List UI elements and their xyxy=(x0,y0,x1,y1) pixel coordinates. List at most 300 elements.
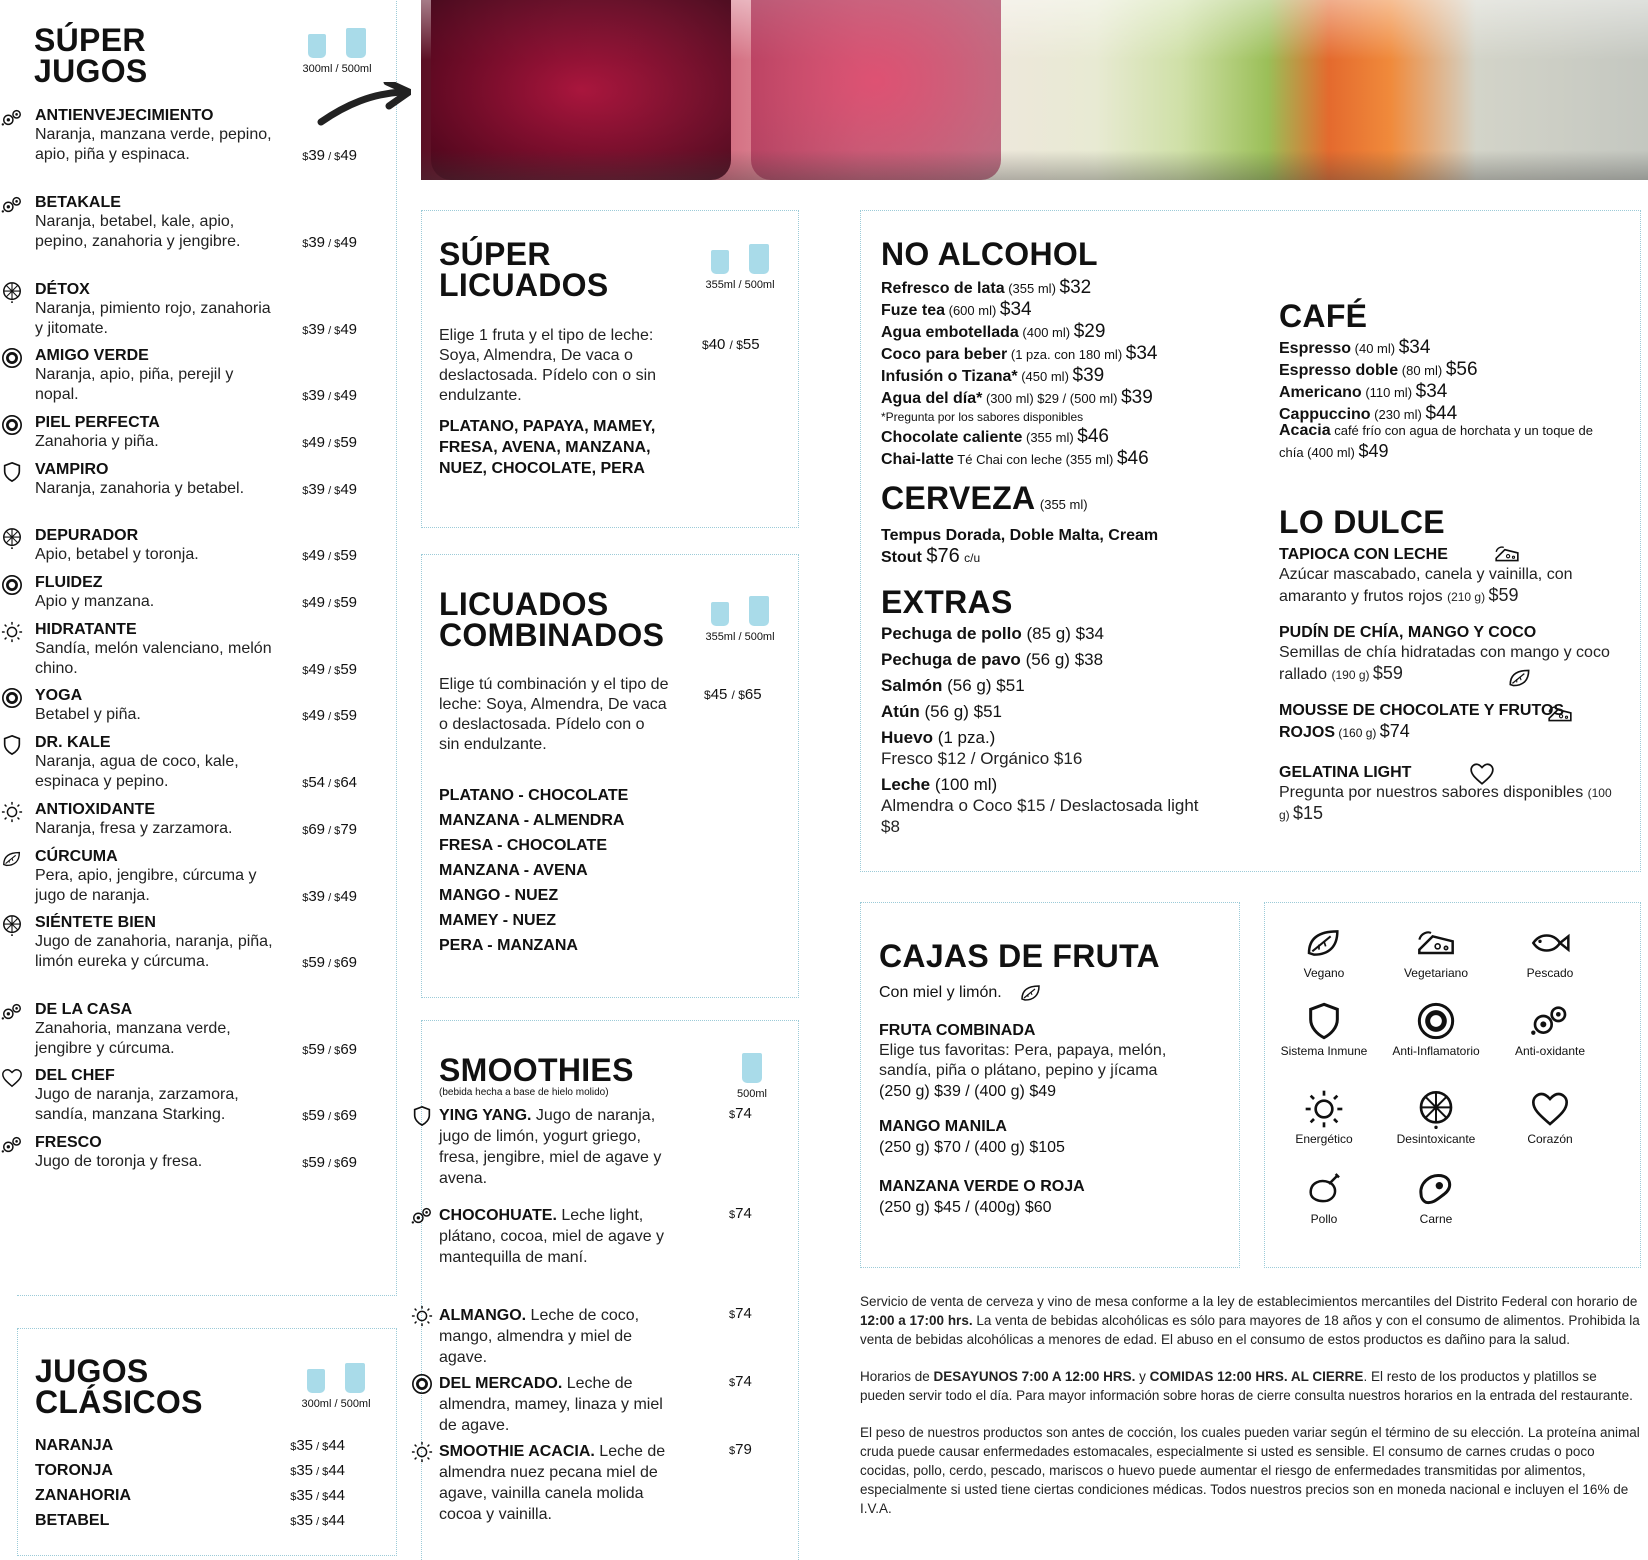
price-separator: / $ xyxy=(313,1491,329,1503)
price-value: 49 xyxy=(340,387,357,404)
juice-desc: Jugo de naranja, zarzamora, sandía, manzana Starking. xyxy=(35,1086,239,1123)
juice-name: DEL CHEF xyxy=(35,1067,115,1084)
fruit-box-name: FRUTA COMBINADA xyxy=(879,1022,1036,1039)
price-separator: / $ xyxy=(313,1516,329,1528)
classic-juice-name: BETABEL xyxy=(35,1512,110,1529)
dessert-item xyxy=(1279,623,1624,685)
price-separator: / $ xyxy=(325,151,341,163)
price-value: 59 xyxy=(308,1154,326,1171)
legend-label: Sistema Inmune xyxy=(1280,1044,1368,1058)
extra-pollo: Pechuga de pollo (85 g) $34 xyxy=(881,624,1105,643)
shield-icon xyxy=(1,461,23,483)
super-jugos-cups: 300ml / 500ml xyxy=(287,28,387,75)
drink-name: Chai-latte xyxy=(881,451,954,468)
juice-desc: Apio y manzana. xyxy=(35,593,155,610)
juice-item xyxy=(17,573,357,612)
currency-symbol: $ xyxy=(729,1309,736,1321)
currency-symbol: $ xyxy=(729,1377,736,1389)
juice-item xyxy=(17,913,357,972)
super-licuados-title: SÚPER LICUADOS xyxy=(439,236,609,303)
fruit-box-prices: (250 g) $39 / (400 g) $49 xyxy=(879,1083,1057,1100)
legend-label: Corazón xyxy=(1527,1132,1573,1146)
currency-symbol: $ xyxy=(302,711,309,723)
anti-inflammatory-icon xyxy=(411,1373,433,1395)
price-value: 44 xyxy=(328,1462,345,1479)
smoothie-text xyxy=(439,1205,669,1268)
smoothie-name: ALMANGO. xyxy=(439,1307,527,1324)
drink-row xyxy=(881,299,1157,321)
drink-detail: (600 ml) xyxy=(945,303,1000,318)
price-separator: / $ xyxy=(325,711,341,723)
fruit-box-desc: Elige tus favoritas: Pera, papaya, melón, sandía, piña o plátano, pepino y jícama xyxy=(879,1042,1167,1079)
dessert-desc xyxy=(1279,565,1624,607)
classic-juice-name: NARANJA xyxy=(35,1437,114,1454)
vegan-leaf-icon xyxy=(1016,981,1046,1005)
price-pair xyxy=(302,821,357,838)
legend-item xyxy=(1265,1089,1383,1147)
legend-label: Pollo xyxy=(1310,1212,1338,1226)
fish-icon xyxy=(1530,923,1570,963)
coffee-detail: (40 ml) xyxy=(1351,341,1399,356)
price-pair xyxy=(302,707,357,724)
price-pair xyxy=(290,1437,345,1454)
price-value: 44 xyxy=(328,1512,345,1529)
combo-item: MANZANA - ALMENDRA xyxy=(439,812,625,829)
juice-desc: Jugo de zanahoria, naranja, piña, limón eureka y cúrcuma. xyxy=(35,933,273,970)
detox-citrus-icon xyxy=(1,281,23,303)
no-alcohol-title: NO ALCOHOL xyxy=(881,236,1098,272)
smoothies-cup: 500ml xyxy=(722,1053,782,1100)
price-value: 64 xyxy=(340,774,357,791)
classic-juice-name: TORONJA xyxy=(35,1462,113,1479)
price-separator: / $ xyxy=(313,1441,329,1453)
price-pair xyxy=(290,1487,345,1504)
drink-row xyxy=(881,365,1157,387)
sun-icon xyxy=(1,801,23,823)
drink-name: Chocolate caliente xyxy=(881,429,1023,446)
price-separator: / $ xyxy=(325,892,341,904)
price-pair xyxy=(290,1462,345,1479)
legend-label: Pescado xyxy=(1526,966,1574,980)
legend-item xyxy=(1491,923,1609,981)
price-value: 35 xyxy=(296,1512,314,1529)
legend-label: Carne xyxy=(1419,1212,1453,1226)
juice-desc: Pera, apio, jengibre, cúrcuma y jugo de naranja. xyxy=(35,867,257,904)
extra-leche-options: Almendra o Coco $15 / Deslactosada light $8 xyxy=(881,796,1199,836)
price-value: 44 xyxy=(328,1437,345,1454)
cajas-title: CAJAS DE FRUTA xyxy=(879,938,1160,974)
combo-item: PLATANO - CHOCOLATE xyxy=(439,787,629,804)
legend-label: Desintoxicante xyxy=(1396,1132,1476,1146)
shield-icon xyxy=(411,1105,433,1127)
price-separator: / $ xyxy=(325,551,341,563)
smoothie-price xyxy=(729,1205,752,1222)
legend-label: Vegetariano xyxy=(1403,966,1469,980)
vegan-leaf-icon xyxy=(1304,923,1344,963)
antioxidant-gears-icon xyxy=(1,1134,23,1156)
price-pair xyxy=(302,594,357,611)
legend-item xyxy=(1265,923,1383,981)
coffee-name: Espresso xyxy=(1279,340,1352,357)
classic-juice-row xyxy=(35,1462,345,1480)
extra-atun: Atún (56 g) $51 xyxy=(881,702,1002,721)
juice-item xyxy=(17,413,357,452)
smoothie-item xyxy=(439,1305,779,1368)
antioxidant-gears-icon xyxy=(1,107,23,129)
currency-symbol: $ xyxy=(302,1045,309,1057)
combo-item: PERA - MANZANA xyxy=(439,937,578,954)
price-value: 49 xyxy=(340,234,357,251)
coffee-price: $34 xyxy=(1415,381,1448,402)
juice-desc: Apio, betabel y toronja. xyxy=(35,546,199,563)
price-pair xyxy=(302,1154,357,1171)
price-separator: / $ xyxy=(313,1466,329,1478)
smoothie-desc: Leche de coco, mango, almendra y miel de agave. xyxy=(439,1307,640,1366)
drink-row xyxy=(881,448,1157,470)
currency-symbol: $ xyxy=(302,665,309,677)
juice-item xyxy=(17,733,357,792)
smoothie-desc: Leche de almendra nuez pecana miel de agave, vainilla canela molida cocoa y vainilla. xyxy=(439,1443,666,1523)
drink-detail: (400 ml) xyxy=(1018,325,1074,340)
dessert-name xyxy=(1279,763,1624,783)
smoothie-price xyxy=(729,1373,752,1390)
juice-desc: Naranja, zanahoria y betabel. xyxy=(35,480,245,497)
extras-title: EXTRAS xyxy=(881,584,1013,620)
super-jugos-section xyxy=(17,0,397,1296)
currency-symbol: $ xyxy=(302,892,309,904)
currency-symbol: $ xyxy=(302,391,309,403)
legend-label: Energético xyxy=(1295,1132,1353,1146)
drink-name: Agua del día* xyxy=(881,390,983,407)
dessert-detail: (210 g) xyxy=(1447,590,1489,604)
antioxidant-gears-icon xyxy=(1530,1001,1570,1041)
price-value: 39 xyxy=(308,234,326,251)
price-value: 49 xyxy=(308,707,326,724)
drink-row xyxy=(881,387,1157,409)
dessert-price: $15 xyxy=(1293,803,1324,823)
juice-item xyxy=(17,686,357,725)
sun-icon xyxy=(411,1305,433,1327)
price-value: 74 xyxy=(735,1205,752,1222)
lo-dulce-title: LO DULCE xyxy=(1279,504,1445,540)
legend-item xyxy=(1377,923,1495,981)
price-value: 49 xyxy=(340,147,357,164)
dessert-item xyxy=(1279,545,1624,607)
vegetarian-cheese-icon xyxy=(1547,701,1573,727)
fruit-box-item xyxy=(879,1177,1219,1218)
juice-desc: Naranja, agua de coco, kale, espinaca y pepino. xyxy=(35,753,239,790)
drink-name: Infusión o Tizana* xyxy=(881,368,1018,385)
price-value: 69 xyxy=(340,954,357,971)
dessert-desc xyxy=(1279,783,1624,825)
legend-label: Anti-Inflamatorio xyxy=(1392,1044,1480,1058)
dessert-name xyxy=(1279,623,1624,643)
juice-desc: Naranja, fresa y zarzamora. xyxy=(35,820,233,837)
juice-item xyxy=(17,460,357,499)
juice-name: DE LA CASA xyxy=(35,1001,133,1018)
juice-desc: Zanahoria y piña. xyxy=(35,433,159,450)
super-licuados-cups: 355ml / 500ml xyxy=(690,244,790,291)
dessert-price: $74 xyxy=(1379,721,1410,741)
drinks-section xyxy=(860,210,1641,872)
sun-icon xyxy=(411,1441,433,1463)
currency-symbol: $ xyxy=(302,551,309,563)
dessert-price: $59 xyxy=(1372,663,1403,683)
currency-symbol: $ xyxy=(729,1209,736,1221)
cafe-list xyxy=(1279,337,1478,425)
sun-icon xyxy=(1304,1089,1344,1129)
juice-desc: Betabel y piña. xyxy=(35,706,141,723)
juice-desc: Naranja, pimiento rojo, zanahoria y jitomate. xyxy=(35,300,271,337)
price-value: 59 xyxy=(340,594,357,611)
price-pair xyxy=(302,774,357,791)
dessert-desc xyxy=(1279,643,1624,685)
coffee-detail: (80 ml) xyxy=(1398,363,1446,378)
fruit-box-prices: (250 g) $45 / (400g) $60 xyxy=(879,1199,1052,1216)
shield-icon xyxy=(1,734,23,756)
drink-detail: (355 ml) xyxy=(1022,430,1078,445)
licuados-combinados-section xyxy=(421,554,799,998)
juice-item xyxy=(17,106,357,165)
price-pair xyxy=(302,434,357,451)
price-value: 74 xyxy=(735,1105,752,1122)
price-separator: / $ xyxy=(325,391,341,403)
legend-item xyxy=(1265,1169,1383,1227)
antioxidant-gears-icon xyxy=(411,1205,433,1227)
currency-symbol: $ xyxy=(302,825,309,837)
cup-large-icon xyxy=(346,28,366,58)
juice-jars-photo xyxy=(421,0,1648,180)
price-value: 39 xyxy=(308,888,326,905)
price-pair xyxy=(302,147,357,164)
price-value: 39 xyxy=(308,387,326,404)
smoothie-text xyxy=(439,1373,669,1436)
classic-juice-row xyxy=(35,1437,345,1455)
price-value: 74 xyxy=(735,1305,752,1322)
price-separator: / $ xyxy=(325,1045,341,1057)
heart-icon xyxy=(1469,761,1495,787)
currency-symbol: $ xyxy=(302,325,309,337)
price-pair xyxy=(302,1107,357,1124)
currency-symbol: $ xyxy=(302,151,309,163)
juice-desc: Zanahoria, manzana verde, jengibre y cúrcuma. xyxy=(35,1020,231,1057)
dessert-desc-text: Pregunta por nuestros sabores disponibles xyxy=(1279,784,1588,801)
juice-desc: Naranja, apio, piña, perejil y nopal. xyxy=(35,366,234,403)
drink-name: Fuze tea xyxy=(881,302,946,319)
extra-salmon: Salmón (56 g) $51 xyxy=(881,676,1025,695)
juice-name: FLUIDEZ xyxy=(35,574,103,591)
coffee-name: Cappuccino xyxy=(1279,406,1371,423)
currency-symbol: $ xyxy=(302,1158,309,1170)
drink-price: $46 xyxy=(1077,426,1109,447)
price-value: 49 xyxy=(308,594,326,611)
drink-price: $32 xyxy=(1059,277,1092,298)
drink-price: $34 xyxy=(1125,343,1158,364)
currency-symbol: $ xyxy=(290,1491,297,1503)
dessert-item xyxy=(1279,763,1624,825)
smoothie-name: SMOOTHIE ACACIA. xyxy=(439,1443,595,1460)
price-value: 59 xyxy=(308,1041,326,1058)
super-licuados-price: $40 / $55 xyxy=(702,336,760,353)
dessert-detail: (100 g) xyxy=(1279,786,1612,822)
smoothie-price xyxy=(729,1305,752,1322)
price-value: 35 xyxy=(296,1437,314,1454)
super-licuados-section xyxy=(421,210,799,528)
detox-citrus-icon xyxy=(1416,1089,1456,1129)
legend-item xyxy=(1377,1169,1495,1227)
drink-name: Refresco de lata xyxy=(881,280,1005,297)
price-value: 59 xyxy=(340,547,357,564)
shield-icon xyxy=(1304,1001,1344,1041)
price-value: 44 xyxy=(328,1487,345,1504)
anti-inflammatory-icon xyxy=(1416,1001,1456,1041)
combo-item: MANGO - NUEZ xyxy=(439,887,559,904)
licuados-combinados-desc: Elige tú combinación y el tipo de leche: Soya, Almendra, De vaca o deslactosada. Pídelo con o sin endulzante. xyxy=(439,676,669,753)
drink-price: $39 xyxy=(1072,365,1105,386)
juice-desc: Naranja, betabel, kale, apio, pepino, zanahoria y jengibre. xyxy=(35,213,241,250)
smoothie-desc: Jugo de naranja, jugo de limón, yogurt griego, fresa, jengibre, miel de agave y avena. xyxy=(439,1107,662,1187)
coffee-row xyxy=(1279,359,1478,381)
juice-name: DR. KALE xyxy=(35,734,111,751)
vegetarian-cheese-icon xyxy=(1494,541,1520,567)
currency-symbol: $ xyxy=(290,1441,297,1453)
currency-symbol: $ xyxy=(729,1109,736,1121)
legend-label: Anti-oxidante xyxy=(1514,1044,1586,1058)
juice-name: SIÉNTETE BIEN xyxy=(35,914,156,931)
smoothie-item xyxy=(439,1441,779,1525)
jugos-clasicos-cups: 300ml / 500ml xyxy=(286,1363,386,1410)
antioxidant-gears-icon xyxy=(1,1001,23,1023)
price-value: 79 xyxy=(735,1441,752,1458)
legend-item xyxy=(1377,1001,1495,1059)
no-alcohol-list xyxy=(881,277,1157,470)
smoothie-price xyxy=(729,1441,752,1458)
extra-huevo-options: Fresco $12 / Orgánico $16 xyxy=(881,749,1083,768)
dessert-price: $59 xyxy=(1488,585,1519,605)
heart-icon xyxy=(1,1067,23,1089)
drink-detail: (355 ml) xyxy=(1004,281,1060,296)
price-separator: / $ xyxy=(325,665,341,677)
currency-symbol: $ xyxy=(290,1466,297,1478)
price-separator: / $ xyxy=(325,238,341,250)
juice-desc: Jugo de toronja y fresa. xyxy=(35,1153,203,1170)
drink-detail: (300 ml) $29 / (500 ml) xyxy=(982,391,1122,406)
drink-detail: (1 pza. con 180 ml) xyxy=(1007,347,1126,362)
sun-icon xyxy=(1,621,23,643)
coffee-price: $34 xyxy=(1398,337,1431,358)
drink-row xyxy=(881,277,1157,299)
smoothies-subtitle: (bebida hecha a base de hielo molido) xyxy=(439,1087,609,1098)
juice-name: ANTIENVEJECIMIENTO xyxy=(35,107,214,124)
legend-item xyxy=(1265,1001,1383,1059)
extras-list xyxy=(881,623,1221,837)
extra-leche: Leche (100 ml) xyxy=(881,775,998,794)
juice-name: YOGA xyxy=(35,687,83,704)
juice-name: BETAKALE xyxy=(35,194,121,211)
legend-item xyxy=(1377,1089,1495,1147)
footer-schedule: Horarios de DESAYUNOS 7:00 A 12:00 HRS. y COMIDAS 12:00 HRS. AL CIERRE. El resto de los productos y platillos se pueden servir todo el día. Para mayor información sobre horas de cierre consulta nuestros horarios en la entrada del restaurante. xyxy=(860,1369,1633,1403)
price-separator: / $ xyxy=(325,1111,341,1123)
juice-desc: Sandía, melón valenciano, melón chino. xyxy=(35,640,272,677)
smoothie-desc: Leche light, plátano, cocoa, miel de agave y mantequilla de maní. xyxy=(439,1207,665,1266)
smoothie-desc: Leche de almendra, mamey, linaza y miel de agave. xyxy=(439,1375,663,1434)
price-separator: / $ xyxy=(325,958,341,970)
price-separator: / $ xyxy=(325,438,341,450)
currency-symbol: $ xyxy=(729,1445,736,1457)
combo-item: FRESA - CHOCOLATE xyxy=(439,837,607,854)
flavors-note: *Pregunta por los sabores disponibles xyxy=(881,410,1084,424)
smoothie-text xyxy=(439,1441,669,1525)
price-value: 59 xyxy=(340,707,357,724)
vegetarian-cheese-icon xyxy=(1416,923,1456,963)
price-pair xyxy=(302,661,357,678)
coffee-row xyxy=(1279,381,1478,403)
juice-item xyxy=(17,346,357,405)
combo-item: MAMEY - NUEZ xyxy=(439,912,557,929)
juice-name: AMIGO VERDE xyxy=(35,347,149,364)
price-value: 59 xyxy=(308,1107,326,1124)
drink-price: $46 xyxy=(1116,448,1149,469)
vegan-leaf-icon xyxy=(1,848,23,870)
drink-name: Agua embotellada xyxy=(881,324,1019,341)
fruit-box-item xyxy=(879,1021,1219,1102)
smoothie-text xyxy=(439,1305,669,1368)
price-value: 59 xyxy=(308,954,326,971)
cup-large-icon xyxy=(345,1363,365,1393)
coffee-price: $44 xyxy=(1425,403,1458,424)
legend-label: Vegano xyxy=(1303,966,1345,980)
price-pair xyxy=(302,888,357,905)
price-value: 39 xyxy=(308,321,326,338)
currency-symbol: $ xyxy=(302,238,309,250)
coffee-name: Espresso doble xyxy=(1279,362,1399,379)
combos-list xyxy=(439,783,628,958)
juice-item xyxy=(17,1133,357,1172)
price-value: 59 xyxy=(340,434,357,451)
price-value: 59 xyxy=(340,661,357,678)
cafe-acacia: Acacia café frío con agua de horchata y un toque de chía (400 ml) $49 xyxy=(1279,422,1593,461)
fruit-box-prices: (250 g) $70 / (400 g) $105 xyxy=(879,1139,1065,1156)
smoothie-name: YING YANG. xyxy=(439,1107,532,1124)
dessert-item xyxy=(1279,701,1624,743)
price-value: 49 xyxy=(308,547,326,564)
smoothies-section xyxy=(421,1020,799,1560)
drink-row xyxy=(881,343,1157,365)
drink-price: $29 xyxy=(1073,321,1106,342)
juice-item xyxy=(17,847,357,906)
currency-symbol: $ xyxy=(302,598,309,610)
super-licuados-fruits: PLATANO, PAPAYA, MAMEY, FRESA, AVENA, MANZANA, NUEZ, CHOCOLATE, PERA xyxy=(439,418,656,477)
smoothie-text xyxy=(439,1105,669,1189)
smoothie-item xyxy=(439,1205,779,1268)
price-pair xyxy=(302,1041,357,1058)
price-value: 74 xyxy=(735,1373,752,1390)
price-value: 49 xyxy=(340,888,357,905)
cup-large-icon xyxy=(742,1053,762,1083)
price-value: 49 xyxy=(340,481,357,498)
licuados-combinados-cups: 355ml / 500ml xyxy=(690,596,790,643)
price-value: 69 xyxy=(340,1041,357,1058)
extra-pavo: Pechuga de pavo (56 g) $38 xyxy=(881,650,1104,669)
heart-icon xyxy=(1530,1089,1570,1129)
cerveza-desc: Tempus Dorada, Doble Malta, Cream Stout $76 c/u xyxy=(881,527,1159,567)
super-licuados-desc: Elige 1 fruta y el tipo de leche: Soya, Almendra, De vaca o deslactosada. Pídelo con o sin endulzante. xyxy=(439,327,657,404)
price-pair xyxy=(302,234,357,251)
smoothie-item xyxy=(439,1105,779,1189)
classic-juice-row xyxy=(35,1487,345,1505)
price-pair xyxy=(302,321,357,338)
juice-item xyxy=(17,280,357,339)
